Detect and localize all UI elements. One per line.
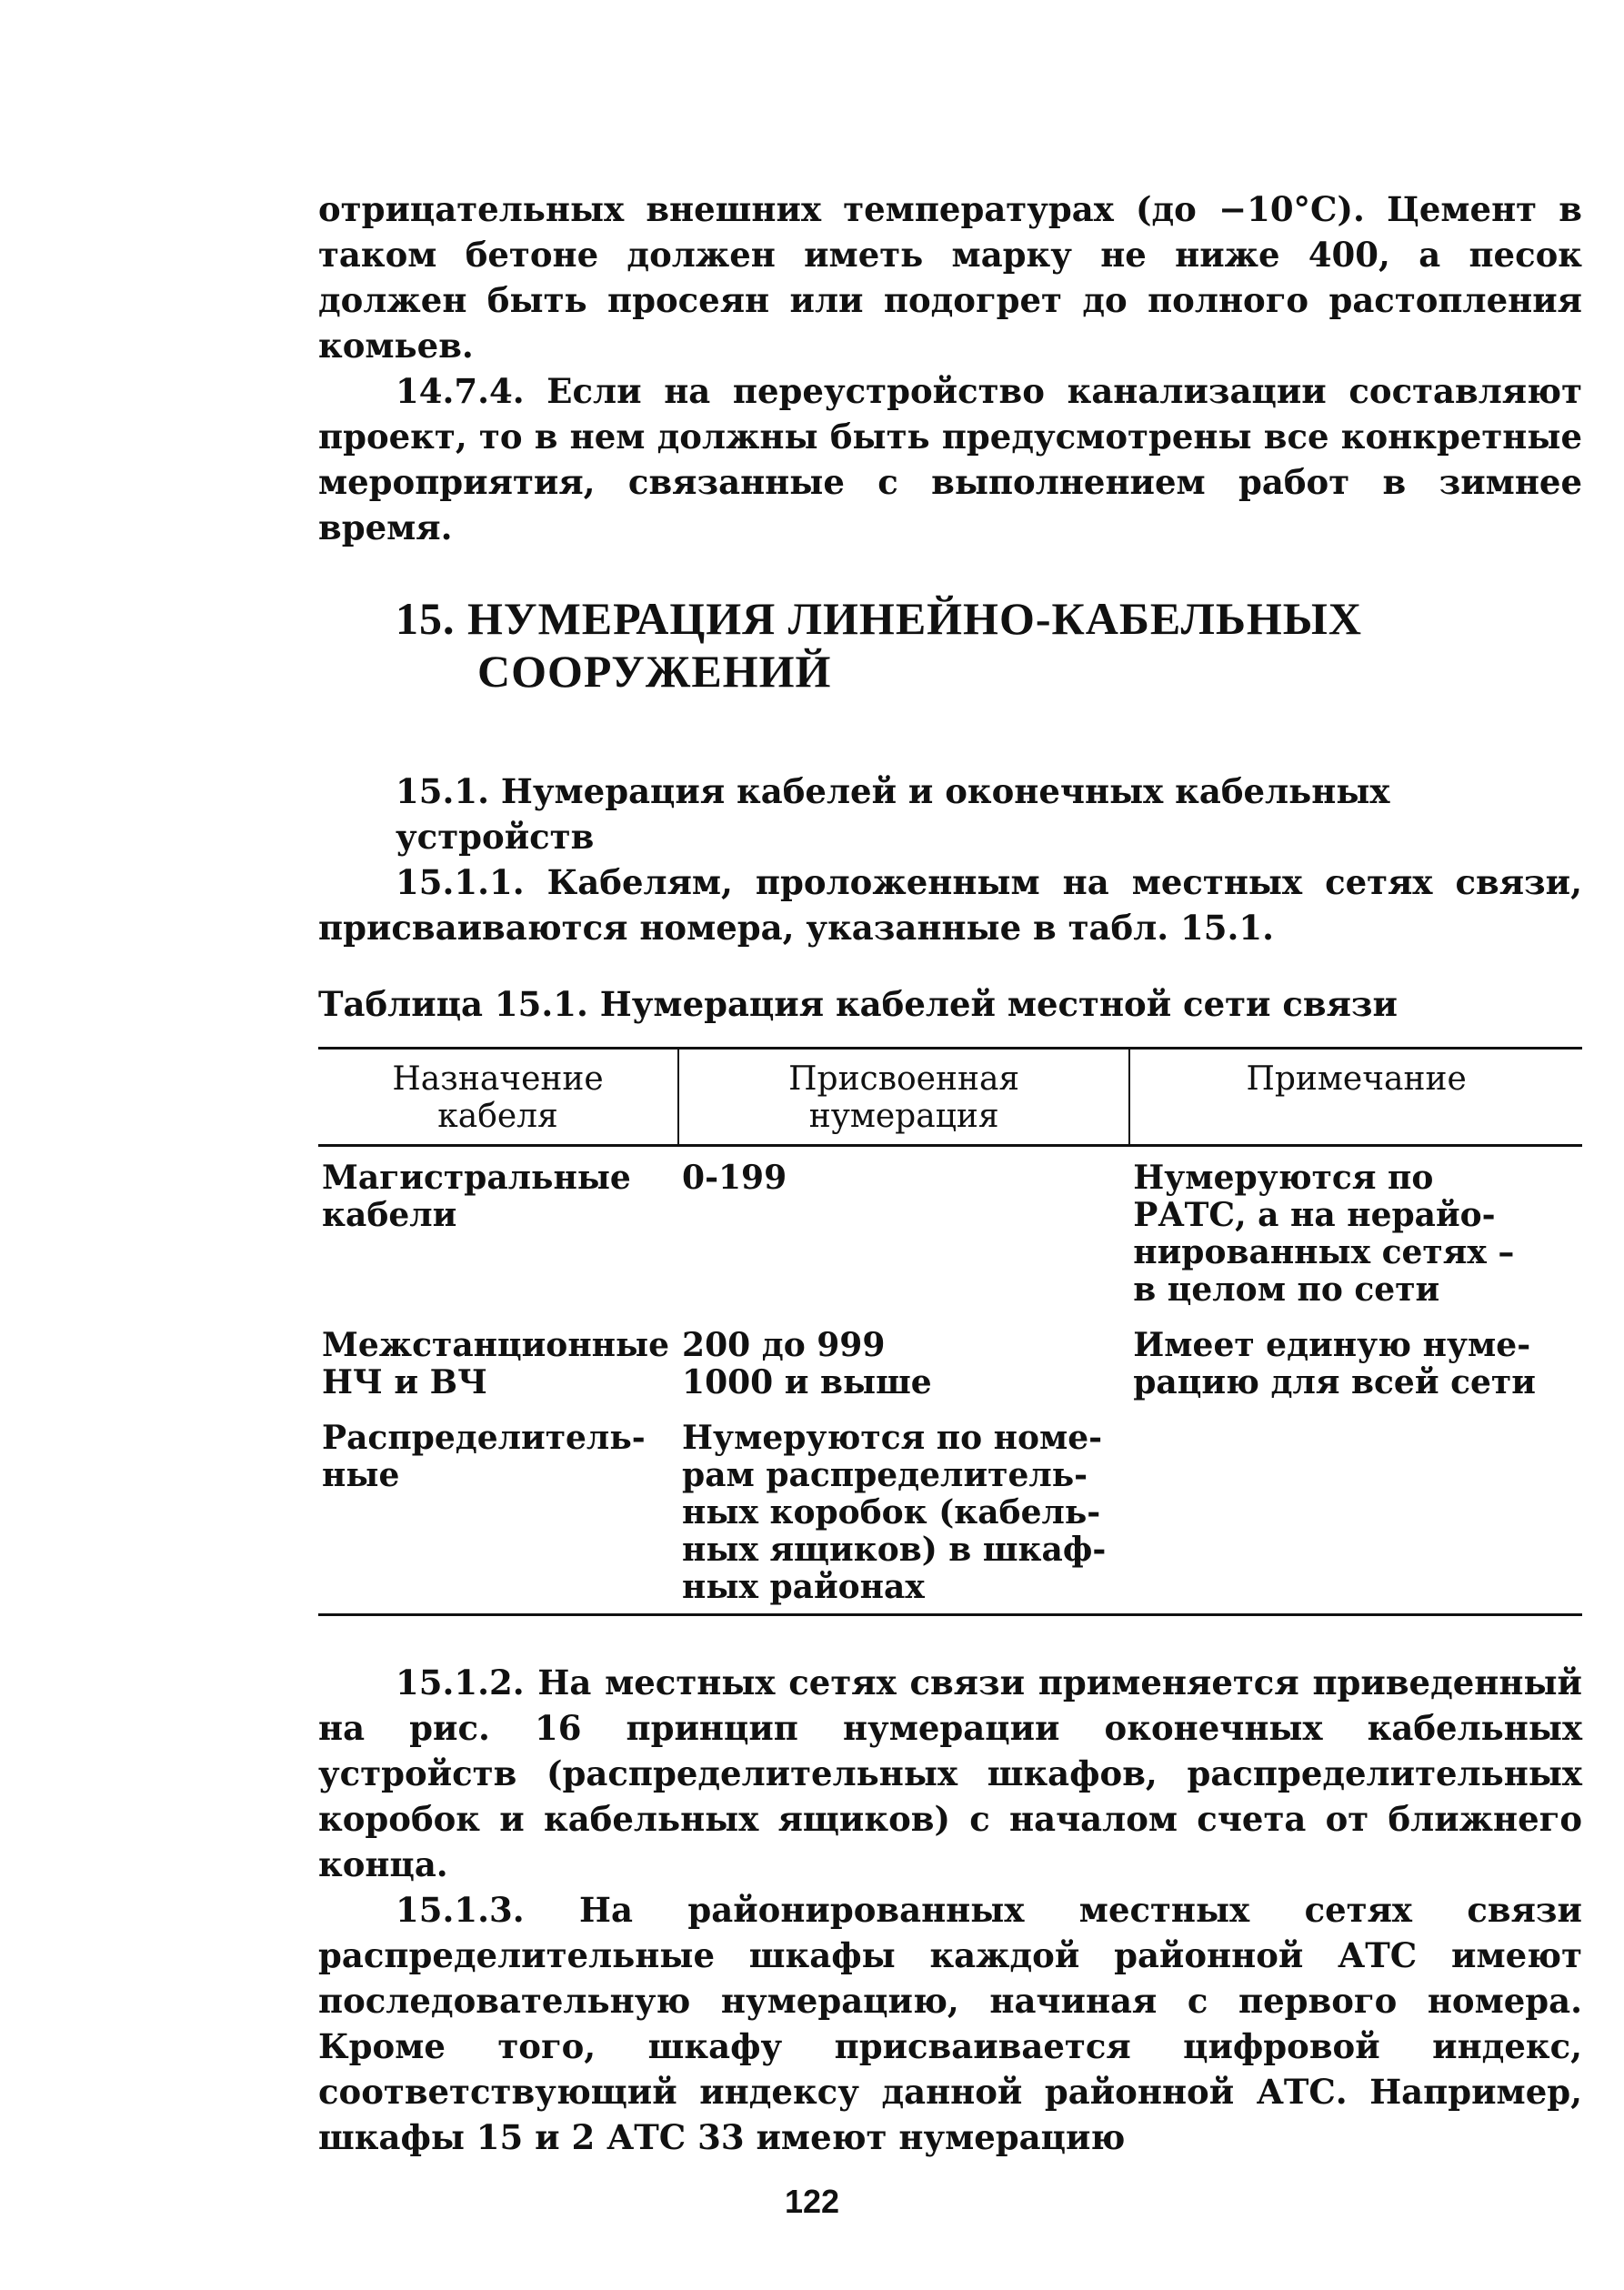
table-header-row [318, 1049, 1582, 1146]
table-cell-line: рам распределитель- [682, 1456, 1088, 1494]
table-cell-line: рацию для всей сети [1133, 1363, 1536, 1401]
table-row [318, 1314, 1582, 1407]
table-header-line: кабеля [437, 1098, 558, 1135]
after-paragraph-2: 15.1.3. На районированных местных сетях связи распределительные шкафы каждой районной АТС имеют последовательную нумерацию, начиная с первого номера. Кроме того, шкафу присваивается цифровой индекс, соответствующий индексу данной районной АТС. Например, шкафы 15 и 2 АТС 33 имеют нумерацию [318, 1890, 1582, 2157]
table-cell-line: ные [322, 1456, 400, 1494]
table-cell-line: 1000 и выше [682, 1363, 932, 1401]
intro-paragraph-2: 14.7.4. Если на переустройство канализации составляют проект, то в нем должны быть предусмотрены все конкретные мероприятия, связанные с выполнением работ в зимнее время. [318, 371, 1582, 547]
table-cell-note [1129, 1146, 1582, 1315]
table-row [318, 1146, 1582, 1315]
table-cell-line: НЧ и ВЧ [322, 1363, 487, 1401]
table-cell-purpose [318, 1314, 678, 1407]
table-cell-line: в целом по сети [1133, 1271, 1440, 1309]
subsection-title: 15.1. Нумерация кабелей и оконечных кабельных устройств [396, 771, 1390, 857]
table-cell-line: нированных сетях – [1133, 1233, 1515, 1271]
table-cell-line: 200 до 999 [682, 1326, 886, 1364]
table-header-cell [318, 1049, 678, 1146]
page-content [318, 186, 1582, 2160]
page-number: 122 [784, 2183, 840, 2220]
table-cell-purpose [318, 1407, 678, 1615]
table-header-line: Присвоенная [788, 1060, 1020, 1098]
table-header-cell [1129, 1049, 1582, 1146]
table-header-line: нумерация [808, 1098, 999, 1135]
table-cell-note [1129, 1407, 1582, 1615]
table-cell-purpose [318, 1146, 678, 1315]
table-cell-line: кабели [322, 1196, 457, 1234]
table-body [318, 1146, 1582, 1615]
table-cell-numbering [678, 1314, 1129, 1407]
cable-numbering-table [318, 1047, 1582, 1616]
table-row [318, 1407, 1582, 1615]
table-cell-line: Нумеруются по номе- [682, 1419, 1103, 1457]
table-cell-line: Распределитель- [322, 1419, 646, 1457]
after-paragraph-1: 15.1.2. На местных сетях связи применяется приведенный на рис. 16 принцип нумерации оконечных кабельных устройств (распределительных шкафов, распределительных коробок и кабельных ящиков) с началом счета от ближнего конца. [318, 1662, 1582, 1884]
table-cell-line: 0-199 [682, 1159, 787, 1197]
table-cell-line: Магистральные [322, 1159, 631, 1197]
table-header-line: Примечание [1246, 1060, 1467, 1098]
section-title [318, 592, 1582, 698]
table-cell-line: Нумеруются по [1133, 1159, 1434, 1197]
table-cell-line: Имеет единую нуме- [1133, 1326, 1531, 1364]
table-cell-line: ных ящиков) в шкаф- [682, 1531, 1107, 1569]
table-cell-note [1129, 1314, 1582, 1407]
table-header-line: Назначение [392, 1060, 604, 1098]
table-cell-numbering [678, 1407, 1129, 1615]
table-cell-line: ных коробок (кабель- [682, 1493, 1101, 1532]
table-header-cell [678, 1049, 1129, 1146]
table-cell-numbering [678, 1146, 1129, 1315]
table-cell-line: РАТС, а на нерайо- [1133, 1196, 1496, 1234]
intro-paragraph-1: отрицательных внешних температурах (до −10°C). Цемент в таком бетоне должен иметь марку не ниже 400, а песок должен быть просеян или подогрет до полного растопления комьев. [318, 189, 1582, 366]
table-cell-line: Межстанционные [322, 1326, 670, 1364]
section-title-line-2: СООРУЖЕНИЙ [477, 646, 832, 697]
subsection-paragraph: 15.1.1. Кабелям, проложенным на местных сетях связи, присваиваются номера, указанные в табл. 15.1. [318, 862, 1582, 948]
section-title-line-1: 15. НУМЕРАЦИЯ ЛИНЕЙНО-КАБЕЛЬНЫХ [396, 593, 1363, 644]
table-cell-line: ных районах [682, 1568, 925, 1606]
table-caption: Таблица 15.1. Нумерация кабелей местной сети связи [318, 984, 1398, 1024]
